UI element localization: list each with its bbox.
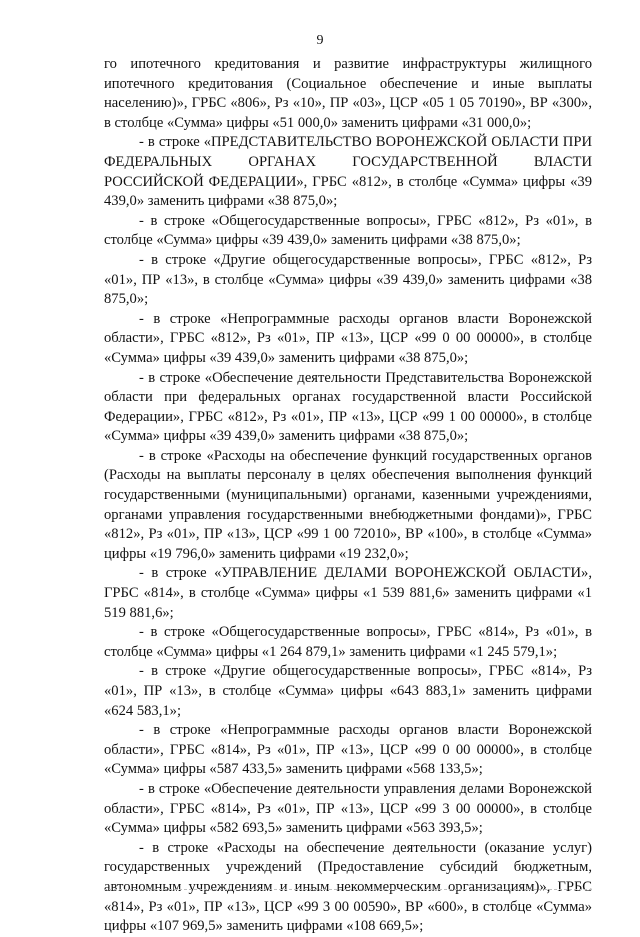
paragraph-nonprogram-812: - в строке «Непрограммные расходы органов власти Воронежской области», ГРБС «812», Рз «01», ПР «13», ЦСР «99 0 00 00000», в столбце «Сумма» цифры «39 439,0» заменить цифрами «38 875,0»; bbox=[104, 310, 592, 366]
paragraph-institutions-services-814: - в строке «Расходы на обеспечение деятельности (оказание услуг) государственных учреждений (Предоставление субсидий бюджетным, автономным учреждениям и иным некоммерческим организациям)», ГРБС «814», Рз «01», ПР «13», ЦСР «99 3 00 00590», ВР «600», в столбце «Сумма» цифры «107 969,5» заменить цифрами «108 669,5»; bbox=[104, 839, 592, 935]
paragraph-other-general-issues-812: - в строке «Другие общегосударственные вопросы», ГРБС «812», Рз «01», ПР «13», в столбце «Сумма» цифры «39 439,0» заменить цифрами «38 875,0»; bbox=[104, 251, 592, 308]
paragraph-representation-812: - в строке «ПРЕДСТАВИТЕЛЬСТВО ВОРОНЕЖСКОЙ ОБЛАСТИ ПРИ ФЕДЕРАЛЬНЫХ ОРГАНАХ ГОСУДАРСТВЕННОЙ ВЛАСТИ РОССИЙСКОЙ ФЕДЕРАЦИИ», ГРБС «812», в столбце «Сумма» цифры «39 439,0» заменить цифрами «38 875,0»; bbox=[104, 134, 592, 210]
paragraph-administration-support-814: - в строке «Обеспечение деятельности управления делами Воронежской области», ГРБС «814», Рз «01», ПР «13», ЦСР «99 3 00 00000», в столбце «Сумма» цифры «582 693,5» заменить цифрами «563 393,5»; bbox=[104, 780, 592, 837]
footer-divider bbox=[104, 889, 592, 890]
paragraph-administration-814: - в строке «УПРАВЛЕНИЕ ДЕЛАМИ ВОРОНЕЖСКОЙ ОБЛАСТИ», ГРБС «814», в столбце «Сумма» цифры «1 539 881,6» заменить цифрами «1 519 881,6»; bbox=[104, 565, 592, 621]
document-body bbox=[104, 55, 592, 937]
paragraph-representation-support-812: - в строке «Обеспечение деятельности Представительства Воронежской области при федеральных органах государственной власти Российской Федерации», ГРБС «812», Рз «01», ПР «13», ЦСР «99 1 00 00000», в столбце «Сумма» цифры «39 439,0» заменить цифрами «38 875,0»; bbox=[104, 369, 592, 445]
paragraph-government-functions-812: - в строке «Расходы на обеспечение функций государственных органов (Расходы на выплаты персоналу в целях обеспечения выполнения функций государственными (муниципальными) органами, казенными учреждениями, органами управления государственными внебюджетными фондами)», ГРБС «812», Рз «01», ПР «13», ЦСР «99 1 00 72010», ВР «100», в столбце «Сумма» цифры «19 796,0» заменить цифрами «19 232,0»; bbox=[104, 447, 592, 562]
paragraph-continuation: го ипотечного кредитования и развитие инфраструктуры жилищного ипотечного кредитования (Социальное обеспечение и иные выплаты населению)», ГРБС «806», Рз «10», ПР «03», ЦСР «05 1 05 70190», ВР «300», в столбце «Сумма» цифры «51 000,0» заменить цифрами «31 000,0»; bbox=[104, 56, 592, 131]
paragraph-other-general-issues-814: - в строке «Другие общегосударственные вопросы», ГРБС «814», Рз «01», ПР «13», в столбце «Сумма» цифры «643 883,1» заменить цифрами «624 583,1»; bbox=[104, 663, 592, 719]
paragraph-nonprogram-814: - в строке «Непрограммные расходы органов власти Воронежской области», ГРБС «814», Рз «01», ПР «13», ЦСР «99 0 00 00000», в столбце «Сумма» цифры «587 433,5» заменить цифрами «568 133,5»; bbox=[104, 722, 592, 778]
paragraph-general-issues-814: - в строке «Общегосударственные вопросы», ГРБС «814», Рз «01», в столбце «Сумма» цифры «1 264 879,1» заменить цифрами «1 245 579,1»; bbox=[104, 624, 592, 660]
paragraph-general-issues-812: - в строке «Общегосударственные вопросы», ГРБС «812», Рз «01», в столбце «Сумма» цифры «39 439,0» заменить цифрами «38 875,0»; bbox=[104, 212, 592, 249]
page-number: 9 bbox=[316, 33, 324, 48]
